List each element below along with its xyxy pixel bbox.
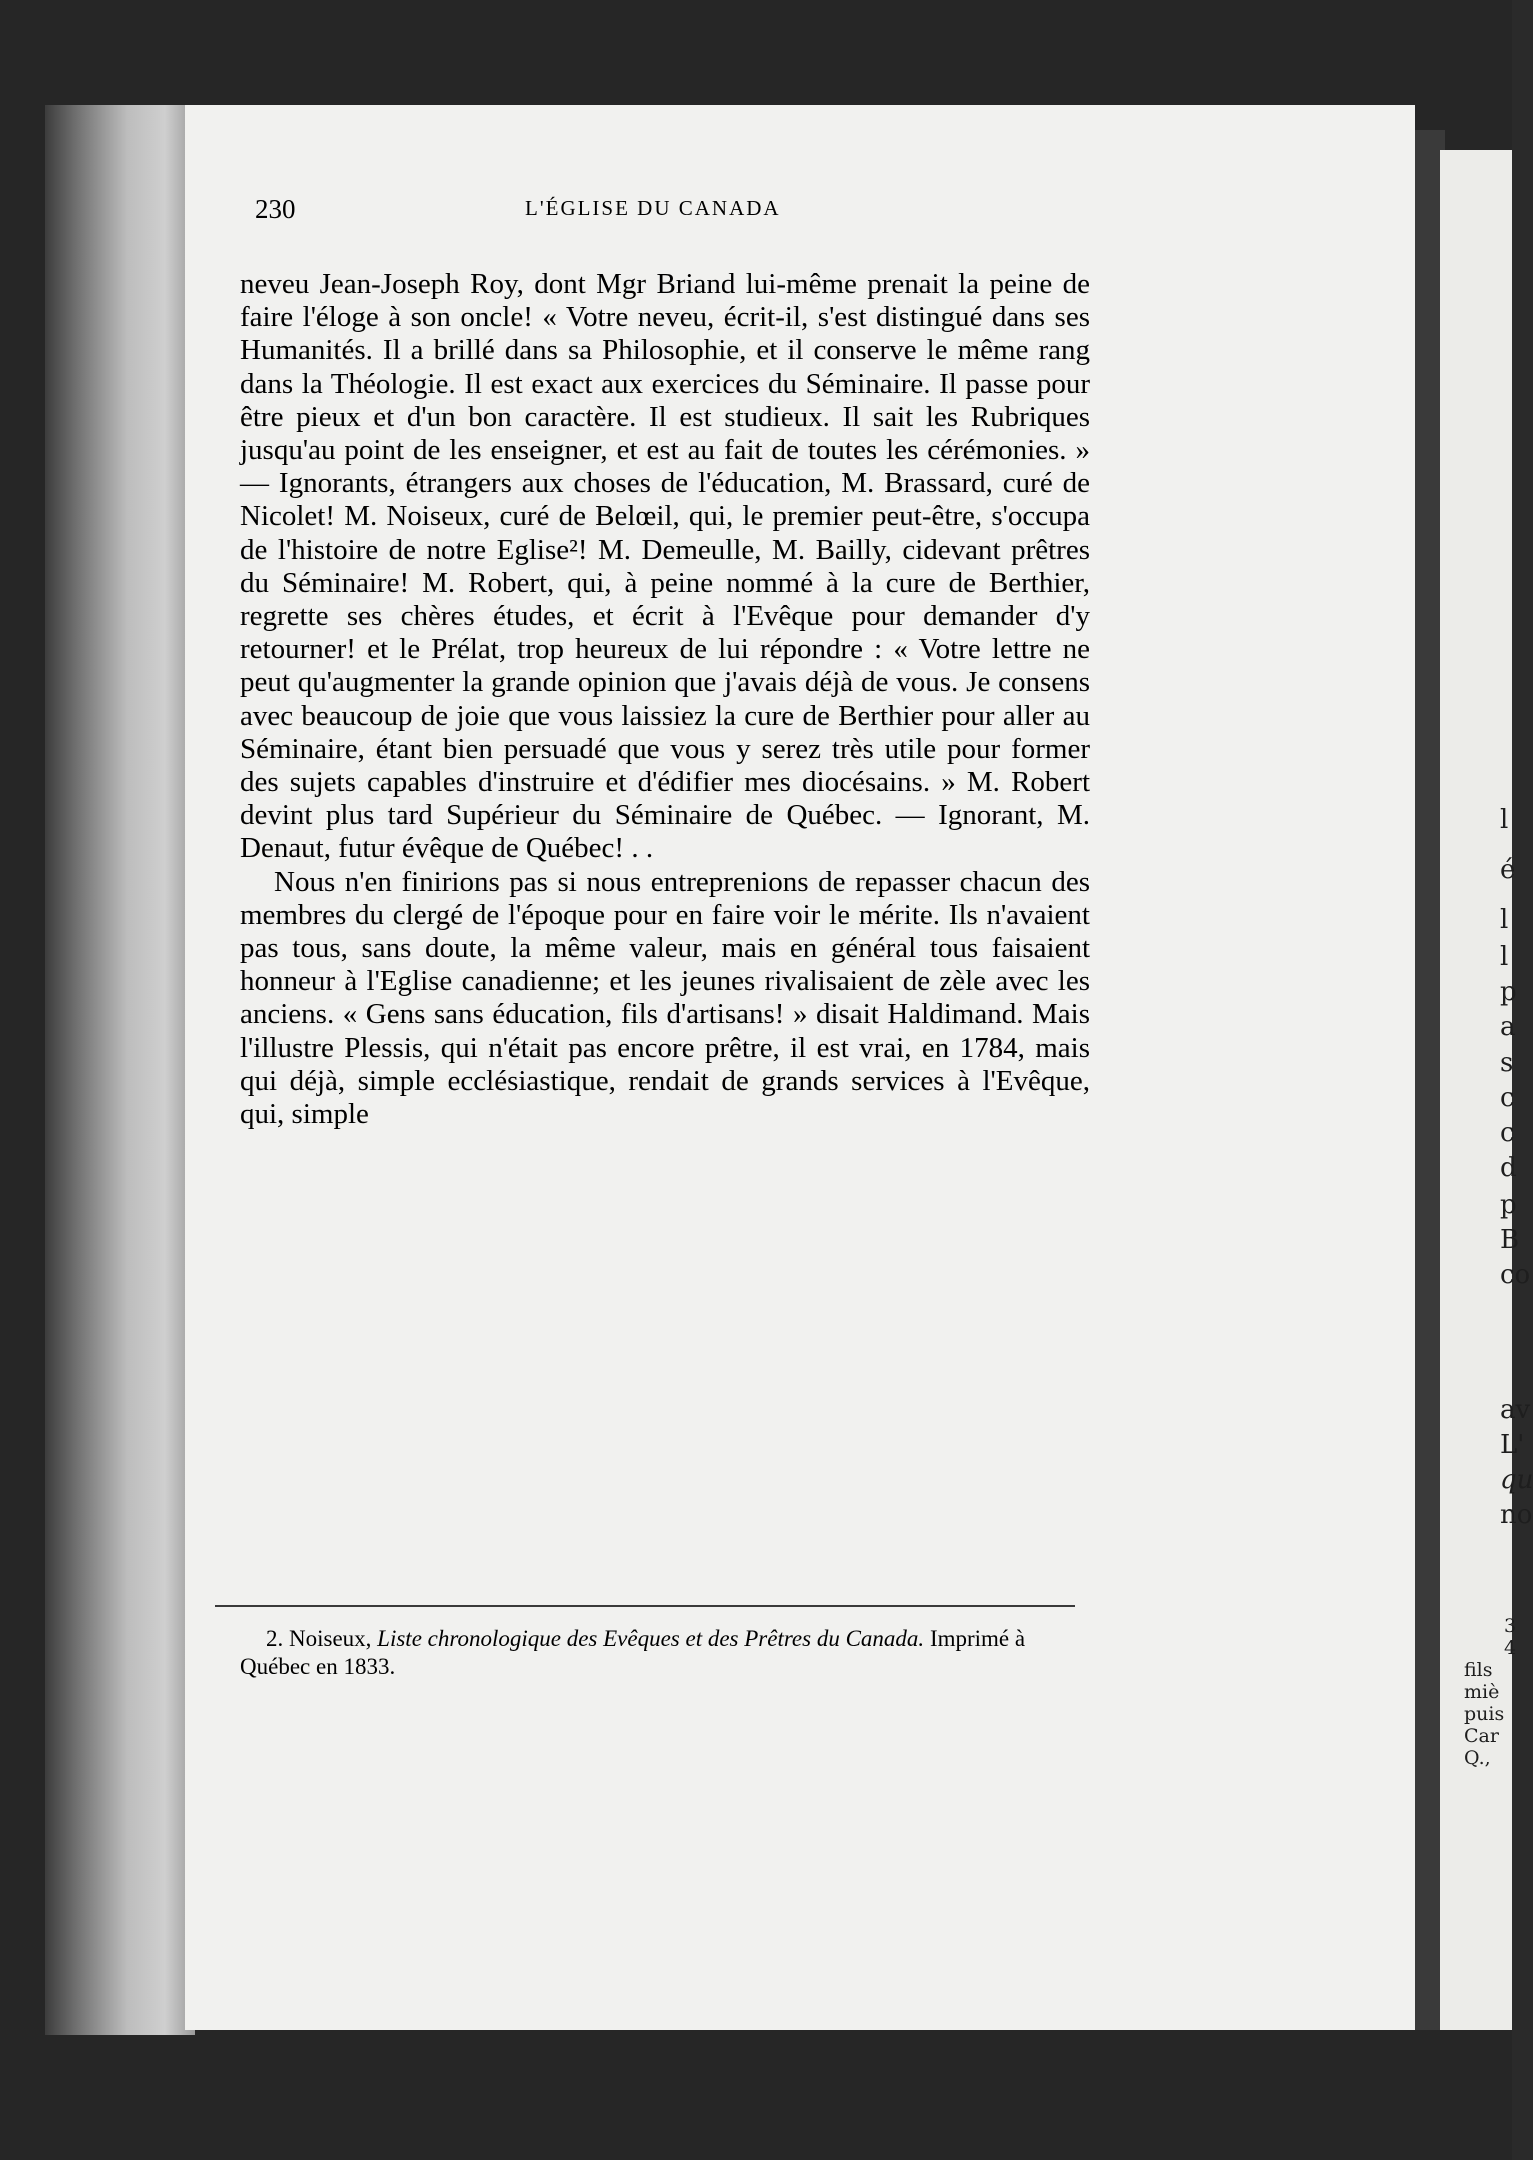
page-header [255, 190, 1075, 230]
facing-line-start: c [1500, 1118, 1515, 1148]
facing-line-start: qu [1500, 1465, 1533, 1495]
facing-line-start: av [1500, 1395, 1531, 1425]
page-number: 230 [255, 194, 296, 224]
facing-line-start: l [1500, 805, 1509, 835]
facing-line-start: L' [1500, 1430, 1525, 1460]
facing-footnote-start: Q., [1464, 1747, 1491, 1769]
running-title: L'ÉGLISE DU CANADA [525, 196, 781, 220]
facing-footnote-start: puis [1464, 1703, 1505, 1725]
facing-footnote-start: 4 [1504, 1637, 1517, 1659]
book-page-edges [45, 105, 195, 2035]
facing-footnote-start: miè [1464, 1681, 1500, 1703]
footnote [240, 1625, 1070, 1681]
footnote-marker: 2. [266, 1626, 284, 1651]
facing-line-start: B [1500, 1225, 1520, 1255]
facing-line-start: no [1500, 1500, 1533, 1530]
footnote-title: Liste chronologique des Evêques et des Prêtres du Canada. [377, 1626, 925, 1651]
facing-line-start: d [1500, 1153, 1517, 1183]
facing-page [1440, 150, 1533, 2030]
facing-line-start: p [1500, 977, 1517, 1007]
footnote-imprint: Imprimé à Québec en 1833. [240, 1626, 1026, 1679]
footnote-author: Noiseux, [289, 1626, 372, 1651]
facing-line-start: é [1500, 855, 1516, 885]
facing-line-start: p [1500, 1190, 1517, 1220]
footnote-divider [215, 1605, 1075, 1607]
body-text [240, 268, 1090, 1131]
facing-line-start: c [1500, 1083, 1515, 1113]
facing-line-start: a [1500, 1012, 1516, 1042]
facing-line-start: l [1500, 905, 1509, 935]
facing-line-start: co [1500, 1260, 1531, 1290]
facing-line-start: l [1500, 942, 1509, 972]
facing-footnote-start: Car [1464, 1725, 1499, 1747]
paragraph-2: Nous n'en finirions pas si nous entreprenions de repasser chacun des membres du clergé de l'époque pour en faire voir le mérite. Ils n'avaient pas tous, sans doute, la même valeur, mais en général tous faisaient honneur à l'Eglise canadienne; et les jeunes rivalisaient de zèle avec les anciens. « Gens sans éducation, fils d'artisans! » disait Haldimand. Mais l'illustre Plessis, qui n'était pas encore prêtre, il est vrai, en 1784, mais qui déjà, simple ecclésiastique, rendait de grands services à l'Evêque, qui, simple [240, 865, 1090, 1131]
facing-footnote-start: 3 [1504, 1615, 1517, 1637]
facing-line-start: s [1500, 1048, 1514, 1078]
facing-footnote-start: fils [1464, 1659, 1493, 1681]
paragraph-1: neveu Jean-Joseph Roy, dont Mgr Briand lui-même prenait la peine de faire l'éloge à son oncle! « Votre neveu, écrit-il, s'est distingué dans ses Humanités. Il a brillé dans sa Philosophie, et il conserve le même rang dans la Théologie. Il est exact aux exercices du Séminaire. Il passe pour être pieux et d'un bon caractère. Il est studieux. Il sait les Rubriques jusqu'au point de les enseigner, et est au fait de toutes les cérémonies. » — Ignorants, étrangers aux choses de l'éducation, M. Brassard, curé de Nicolet! M. Noiseux, curé de Belœil, qui, le premier peut-être, s'occupa de l'histoire de notre Eglise²! M. Demeulle, M. Bailly, cidevant prêtres du Séminaire! M. Robert, qui, à peine nommé à la cure de Berthier, regrette ses chères études, et écrit à l'Evêque pour demander d'y retourner! et le Prélat, trop heureux de lui répondre : « Votre lettre ne peut qu'augmenter la grande opinion que j'avais déjà de vous. Je consens avec beaucoup de joie que vous laissiez la cure de Berthier pour aller au Séminaire, étant bien persuadé que vous y serez très utile pour former des sujets capables d'instruire et d'édifier mes diocésains. » M. Robert devint plus tard Supérieur du Séminaire de Québec. — Ignorant, M. Denaut, futur évêque de Québec! . . [240, 268, 1090, 865]
